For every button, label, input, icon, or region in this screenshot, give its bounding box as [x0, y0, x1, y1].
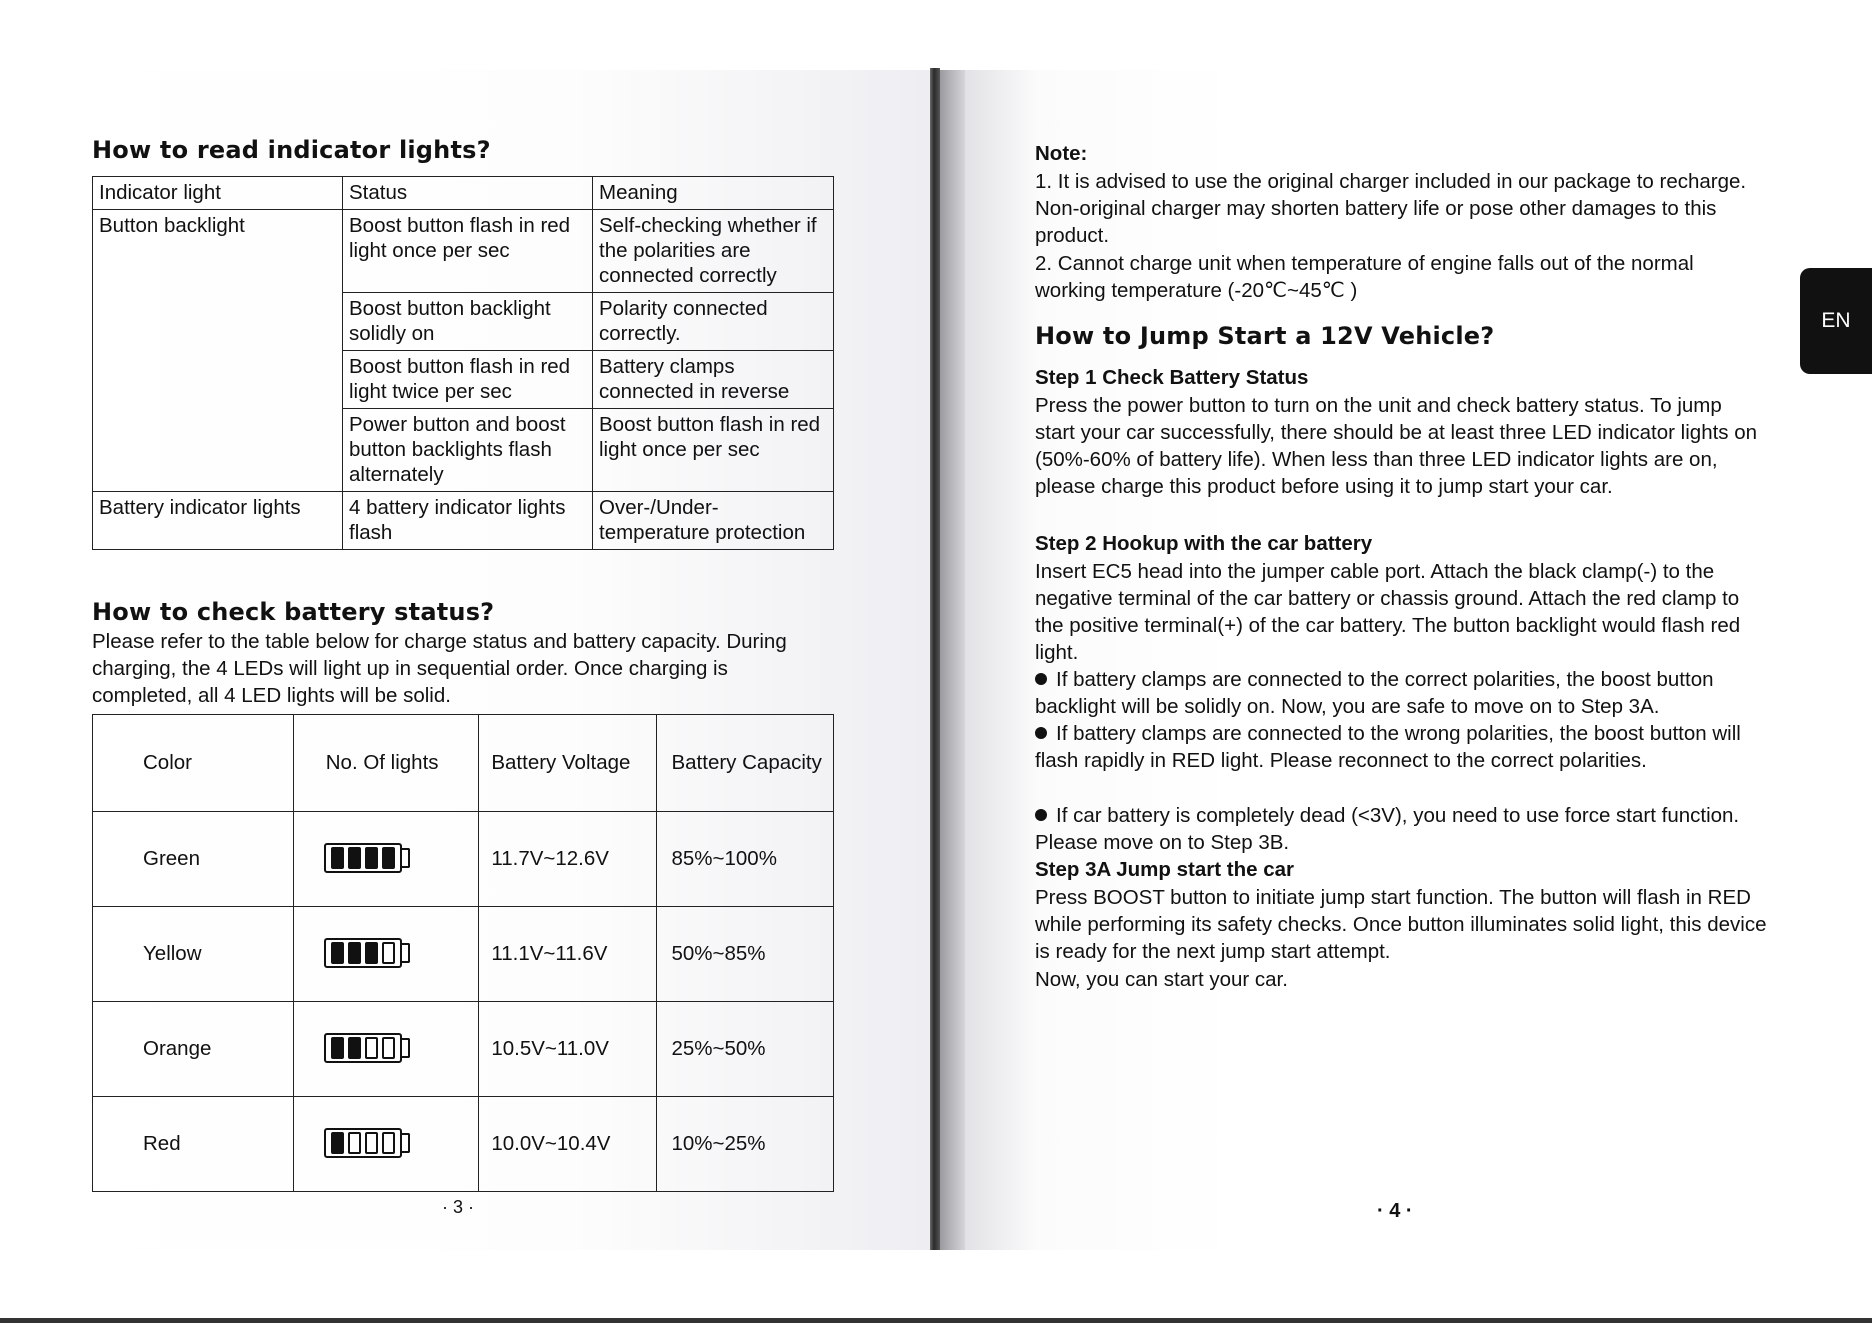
led-on [331, 1037, 344, 1059]
status-cell: Boost button backlight solidly on [343, 293, 593, 351]
led-on [365, 942, 378, 964]
indicator-cell: Button backlight [93, 210, 343, 492]
header-lights: No. Of lights [293, 715, 479, 812]
step3a-text: Press BOOST button to initiate jump start function. The button will flash in RED while performing its safety checks. Once button illuminates solid light, this device is ready for the next jump start attempt. [1035, 886, 1767, 963]
capacity-cell: 50%~85% [657, 907, 834, 1002]
voltage-cell: 10.5V~11.0V [479, 1002, 657, 1097]
meaning-cell: Boost button flash in red light once per sec [593, 409, 834, 492]
meaning-cell: Polarity connected correctly. [593, 293, 834, 351]
step1-title: Step 1 Check Battery Status [1035, 366, 1309, 389]
jump-start-heading: How to Jump Start a 12V Vehicle? [1035, 322, 1495, 350]
header-capacity: Battery Capacity [657, 715, 834, 812]
indicator-table [92, 176, 834, 550]
page-number-right: · 4 · [1377, 1200, 1413, 1222]
led-on [331, 1132, 344, 1154]
header-status: Status [343, 177, 593, 210]
battery-table [92, 714, 834, 1192]
battery-outline [324, 843, 402, 873]
lights-cell [293, 1002, 479, 1097]
step2-text: Insert EC5 head into the jumper cable port. Attach the black clamp(-) to the negative terminal of the car battery or chassis ground. Attach the red clamp to the positive terminal(+) of the car battery. The button backlight would flash red light. [1035, 560, 1741, 664]
header-meaning: Meaning [593, 177, 834, 210]
table-row [93, 812, 834, 907]
led-off [382, 942, 395, 964]
table-row [93, 492, 834, 550]
status-cell: Power button and boost button backlights flash alternately [343, 409, 593, 492]
bullet-correct-polarity: If battery clamps are connected to the correct polarities, the boost button backlight will be solidly on. Now, you are safe to move on to Step 3A. [1035, 666, 1775, 720]
note-title: Note: [1035, 142, 1088, 165]
table-row [93, 1002, 834, 1097]
meaning-cell: Battery clamps connected in reverse [593, 351, 834, 409]
right-page [965, 70, 1870, 1250]
battery-icon [324, 1033, 410, 1063]
battery-terminal [402, 943, 410, 963]
battery-table-header [93, 715, 834, 812]
led-on [348, 942, 361, 964]
led-on [331, 942, 344, 964]
step1-text: Press the power button to turn on the unit and check battery status. To jump start your car successfully, there should be at least three LED indicator lights on (50%-60% of battery life). When less than three LED indicator lights are on, please charge this product before using it to jump start your car. [1035, 394, 1758, 498]
led-off [365, 1037, 378, 1059]
battery-icon [324, 1128, 410, 1158]
step3a-title: Step 3A Jump start the car [1035, 858, 1294, 881]
capacity-cell: 25%~50% [657, 1002, 834, 1097]
indicator-cell: Battery indicator lights [93, 492, 343, 550]
led-on [365, 847, 378, 869]
battery-outline [324, 1128, 402, 1158]
language-tab-label: EN [1821, 309, 1851, 332]
led-off [382, 1037, 395, 1059]
battery-icon [324, 938, 410, 968]
battery-terminal [402, 1038, 410, 1058]
left-page [40, 70, 930, 1250]
bottom-margin [0, 1250, 1872, 1323]
status-cell: 4 battery indicator lights flash [343, 492, 593, 550]
capacity-cell: 10%~25% [657, 1097, 834, 1192]
color-cell: Green [93, 812, 294, 907]
step2-title: Step 2 Hookup with the car battery [1035, 532, 1373, 555]
meaning-cell: Self-checking whether if the polarities are connected correctly [593, 210, 834, 293]
lights-cell [293, 907, 479, 1002]
led-off [365, 1132, 378, 1154]
led-on [382, 847, 395, 869]
led-off [348, 1132, 361, 1154]
indicator-table-header [93, 177, 834, 210]
header-indicator: Indicator light [93, 177, 343, 210]
battery-icon [324, 843, 410, 873]
lights-cell [293, 1097, 479, 1192]
led-off [382, 1132, 395, 1154]
status-cell: Boost button flash in red light once per sec [343, 210, 593, 293]
language-tab [1800, 268, 1872, 374]
book-spine [930, 68, 940, 1253]
table-row [93, 907, 834, 1002]
note-2: 2. Cannot charge unit when temperature of engine falls out of the normal working temperature (-20℃~45℃ ) [1035, 252, 1694, 302]
battery-outline [324, 938, 402, 968]
table-row [93, 1097, 834, 1192]
lights-cell [293, 812, 479, 907]
battery-terminal [402, 1133, 410, 1153]
voltage-cell: 11.1V~11.6V [479, 907, 657, 1002]
color-cell: Orange [93, 1002, 294, 1097]
meaning-cell: Over-/Under- temperature protection [593, 492, 834, 550]
battery-terminal [402, 848, 410, 868]
page-gutter [940, 70, 965, 1250]
note-1: 1. It is advised to use the original charger included in our package to recharge. Non-original charger may shorten battery life or pose other damages to this product. [1035, 170, 1747, 247]
battery-heading: How to check battery status? [92, 598, 495, 626]
color-cell: Yellow [93, 907, 294, 1002]
header-color: Color [93, 715, 294, 812]
voltage-cell: 11.7V~12.6V [479, 812, 657, 907]
table-row [93, 210, 834, 293]
led-on [331, 847, 344, 869]
header-voltage: Battery Voltage [479, 715, 657, 812]
bottom-edge [0, 1318, 1872, 1323]
capacity-cell: 85%~100% [657, 812, 834, 907]
step3a-text-2: Now, you can start your car. [1035, 968, 1288, 991]
bullet-wrong-polarity: If battery clamps are connected to the wrong polarities, the boost button will flash rapidly in RED light. Please reconnect to the correct polarities. [1035, 720, 1765, 774]
color-cell: Red [93, 1097, 294, 1192]
bullet-dead-battery: If car battery is completely dead (<3V), you need to use force start function. Please move on to Step 3B. [1035, 802, 1765, 856]
voltage-cell: 10.0V~10.4V [479, 1097, 657, 1192]
led-on [348, 847, 361, 869]
led-on [348, 1037, 361, 1059]
indicator-heading: How to read indicator lights? [92, 136, 491, 164]
battery-intro: Please refer to the table below for charge status and battery capacity. During charging, the 4 LEDs will light up in sequential order. Once charging is completed, all 4 LED lights will be solid. [92, 630, 787, 707]
battery-outline [324, 1033, 402, 1063]
page-number-left: · 3 · [442, 1197, 475, 1217]
status-cell: Boost button flash in red light twice per sec [343, 351, 593, 409]
